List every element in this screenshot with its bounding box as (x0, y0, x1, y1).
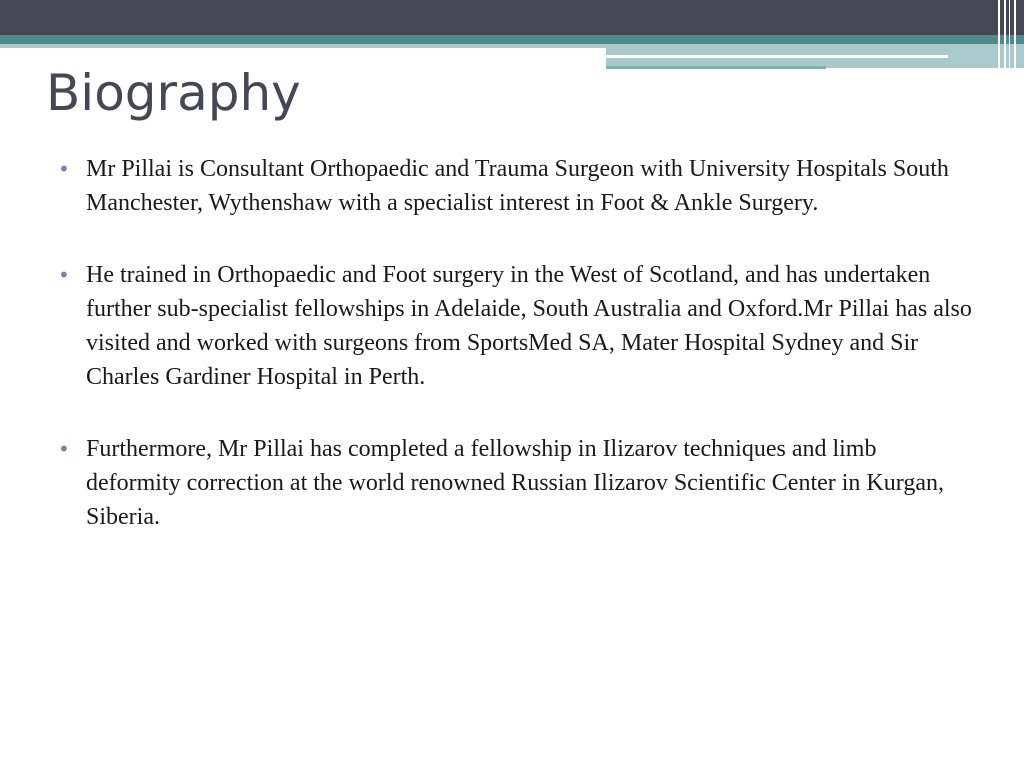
bullet-marker: • (58, 437, 70, 461)
bullet-item (56, 432, 976, 534)
header-teal-bar (0, 35, 1024, 44)
header-stripes-decoration (994, 0, 1024, 70)
bullet-list (56, 152, 976, 572)
bullet-marker: • (58, 263, 70, 287)
bullet-item (56, 258, 976, 394)
header-teal-light-bar (0, 44, 606, 48)
bullet-marker: • (58, 157, 70, 181)
header-accent-line-1 (606, 55, 948, 58)
bullet-text: Furthermore, Mr Pillai has completed a fellowship in Ilizarov techniques and limb deformity correction at the world renowned Russian Ilizarov Scientific Center in Kurgan, Siberia. (86, 436, 944, 530)
header-accent-line-2 (606, 66, 826, 69)
slide-title: Biography (46, 64, 301, 122)
bullet-text: He trained in Orthopaedic and Foot surgery in the West of Scotland, and has undertaken further sub-specialist fellowships in Adelaide, South Australia and Oxford.Mr Pillai has also visited and worked with surgeons from SportsMed SA, Mater Hospital Sydney and Sir Charles Gardiner Hospital in Perth. (86, 262, 972, 390)
bullet-text: Mr Pillai is Consultant Orthopaedic and Trauma Surgeon with University Hospitals South Manchester, Wythenshaw with a specialist interest in Foot & Ankle Surgery. (86, 156, 949, 216)
header-dark-bar (0, 0, 1024, 35)
bullet-item (56, 152, 976, 220)
